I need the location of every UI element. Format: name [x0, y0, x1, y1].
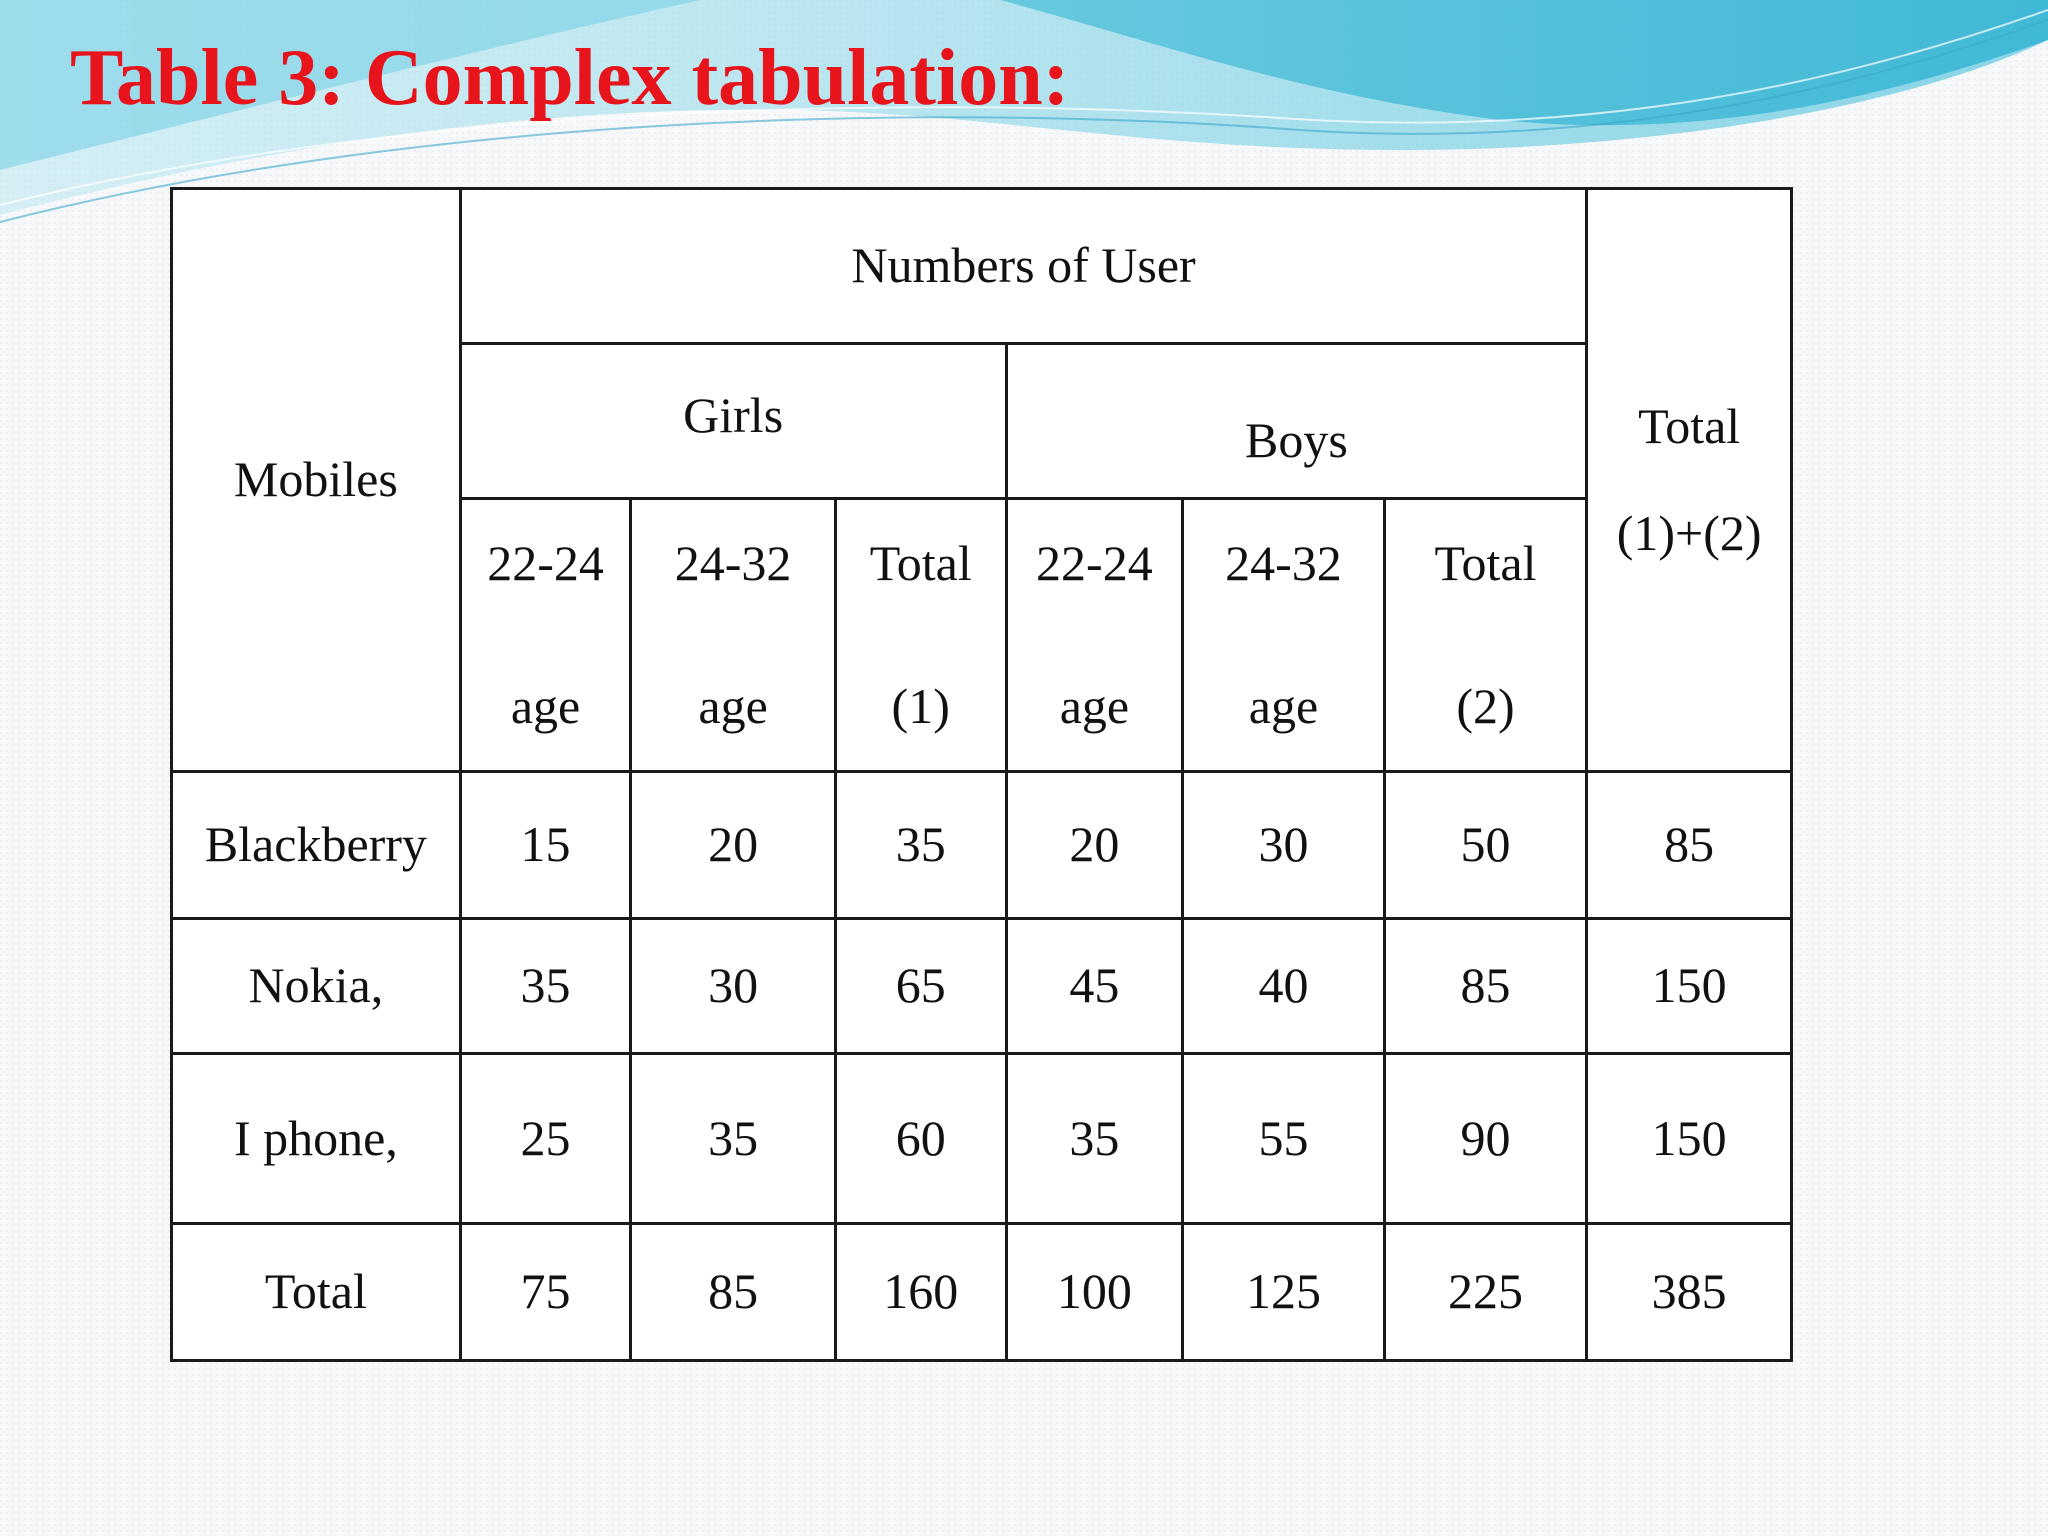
table-cell: 75 — [460, 1224, 631, 1361]
sub-header-boys-total — [1384, 499, 1587, 772]
table-cell: 35 — [1006, 1054, 1183, 1224]
table-cell: 20 — [631, 772, 835, 919]
table-cell: 225 — [1384, 1224, 1587, 1361]
grand-total-header — [1587, 189, 1792, 772]
mobiles-header: Mobiles — [172, 189, 461, 772]
table-cell: 385 — [1587, 1224, 1792, 1361]
row-label: Total — [172, 1224, 461, 1361]
table-cell: 150 — [1587, 919, 1792, 1054]
sub-header-line1: 24-32 — [674, 535, 792, 591]
table-cell: 15 — [460, 772, 631, 919]
numbers-of-user-header: Numbers of User — [460, 189, 1587, 344]
table-cell: 60 — [835, 1054, 1006, 1224]
header-row-users — [172, 189, 1792, 344]
table-cell: 85 — [1384, 919, 1587, 1054]
table-cell: 20 — [1006, 772, 1183, 919]
sub-header-boys-22-24 — [1006, 499, 1183, 772]
row-label: Nokia, — [172, 919, 461, 1054]
sub-header-line2: (1) — [891, 677, 950, 734]
table-cell: 50 — [1384, 772, 1587, 919]
table-row-total — [172, 1224, 1792, 1361]
sub-header-line1: 22-24 — [1036, 535, 1153, 591]
sub-header-line2: (2) — [1456, 677, 1515, 734]
table-cell: 125 — [1183, 1224, 1385, 1361]
sub-header-girls-22-24 — [460, 499, 631, 772]
table-cell: 85 — [1587, 772, 1792, 919]
table-cell: 25 — [460, 1054, 631, 1224]
grand-total-header-line1: Total — [1638, 397, 1741, 454]
table-cell: 40 — [1183, 919, 1385, 1054]
table-cell: 150 — [1587, 1054, 1792, 1224]
table-row — [172, 919, 1792, 1054]
sub-header-line1: 22-24 — [487, 535, 604, 591]
table-cell: 35 — [460, 919, 631, 1054]
boys-header: Boys — [1006, 344, 1587, 499]
table-row — [172, 772, 1792, 919]
table-cell: 90 — [1384, 1054, 1587, 1224]
sub-header-line2: age — [1059, 677, 1130, 734]
table-cell: 35 — [631, 1054, 835, 1224]
grand-total-header-line2: (1)+(2) — [1616, 505, 1762, 561]
table-cell: 30 — [631, 919, 835, 1054]
row-label: I phone, — [172, 1054, 461, 1224]
table-cell: 45 — [1006, 919, 1183, 1054]
sub-header-line1: Total — [869, 535, 972, 591]
complex-tabulation-table — [170, 187, 1793, 1362]
table-row — [172, 1054, 1792, 1224]
row-label: Blackberry — [172, 772, 461, 919]
sub-header-girls-total — [835, 499, 1006, 772]
sub-header-boys-24-32 — [1183, 499, 1385, 772]
sub-header-line1: 24-32 — [1225, 535, 1342, 591]
table-cell: 65 — [835, 919, 1006, 1054]
sub-header-line2: age — [698, 677, 768, 734]
sub-header-line2: age — [1248, 677, 1319, 734]
girls-header: Girls — [460, 344, 1006, 499]
table-cell: 35 — [835, 772, 1006, 919]
sub-header-girls-24-32 — [631, 499, 835, 772]
slide-title: Table 3: Complex tabulation: — [70, 34, 1070, 122]
sub-header-line1: Total — [1434, 535, 1537, 591]
table-cell: 85 — [631, 1224, 835, 1361]
table-cell: 55 — [1183, 1054, 1385, 1224]
table-cell: 30 — [1183, 772, 1385, 919]
sub-header-line2: age — [510, 677, 581, 734]
table-cell: 100 — [1006, 1224, 1183, 1361]
table-cell: 160 — [835, 1224, 1006, 1361]
